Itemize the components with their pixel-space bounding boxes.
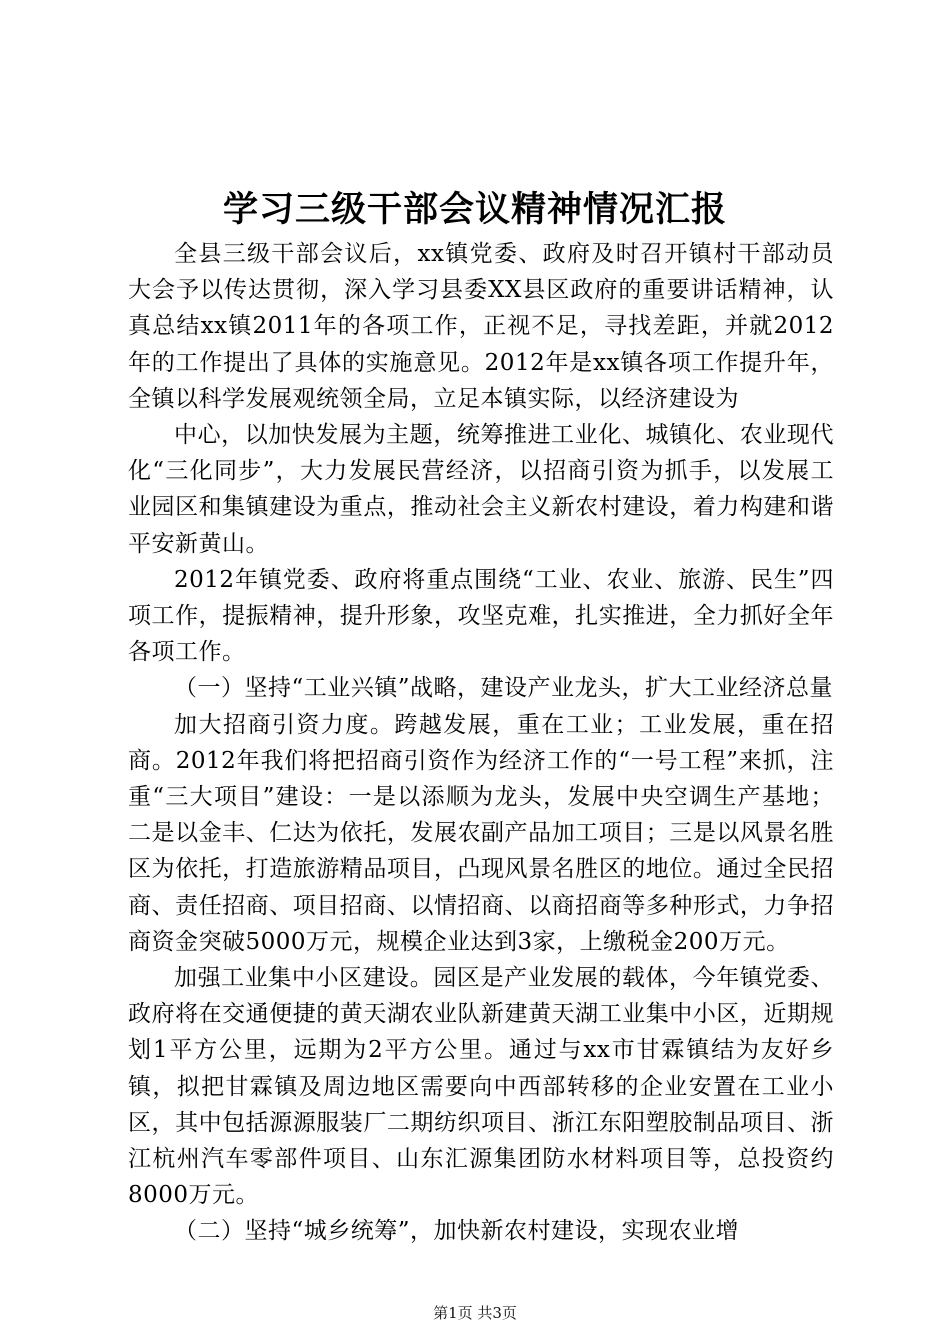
section-heading-industry: （一）坚持“工业兴镇”战略，建设产业龙头，扩大工业经济总量 bbox=[174, 675, 834, 702]
document-title: 学习三级干部会议精神情况汇报 bbox=[222, 190, 727, 230]
document-body bbox=[128, 236, 834, 1250]
section-heading-urban-rural: （二）坚持“城乡统筹”，加快新农村建设，实现农业增 bbox=[174, 1218, 740, 1245]
paragraph-2012-plan: 2012年镇党委、政府将重点围绕“工业、农业、旅游、民生”四项工作，提振精神，提升形象，攻坚克难，扎实推进，全力抓好全年各项工作。 bbox=[128, 566, 834, 666]
paragraph-intro: 全县三级干部会议后，xx镇党委、政府及时召开镇村干部动员大会予以传达贯彻，深入学习县委XX县区政府的重要讲话精神，认真总结xx镇2011年的各项工作，正视不足，寻找差距，并就2012年的工作提出了具体的实施意见。2012年是xx镇各项工作提升年，全镇以科学发展观统领全局，立足本镇实际，以经济建设为 bbox=[128, 241, 834, 412]
paragraph-investment: 加大招商引资力度。跨越发展，重在工业；工业发展，重在招商。2012年我们将把招商引资作为经济工作的“一号工程”来抓，注重“三大项目”建设：一是以添顺为龙头，发展中央空调生产基地；二是以金丰、仁达为依托，发展农副产品加工项目；三是以风景名胜区为依托，打造旅游精品项目，凸现风景名胜区的地位。通过全民招商、责任招商、项目招商、以情招商、以商招商等多种形式，力争招商资金突破5000万元，规模企业达到3家，上缴税金200万元。 bbox=[128, 711, 834, 955]
paragraph-industrial-zone: 加强工业集中小区建设。园区是产业发展的载体，今年镇党委、政府将在交通便捷的黄天湖农业队新建黄天湖工业集中小区，近期规划1平方公里，远期为2平方公里。通过与xx市甘霖镇结为友好乡镇，拟把甘霖镇及周边地区需要向中西部转移的企业安置在工业小区，其中包括源源服装厂二期纺织项目、浙江东阳塑胶制品项目、浙江杭州汽车零部件项目、山东汇源集团防水材料项目等，总投资约8000万元。 bbox=[128, 965, 834, 1209]
paragraph-center: 中心，以加快发展为主题，统筹推进工业化、城镇化、农业现代化“三化同步”，大力发展民营经济，以招商引资为抓手，以发展工业园区和集镇建设为重点，推动社会主义新农村建设，着力构建和谐平安新黄山。 bbox=[128, 422, 834, 557]
page-footer: 第1页 共3页 bbox=[433, 1304, 517, 1322]
